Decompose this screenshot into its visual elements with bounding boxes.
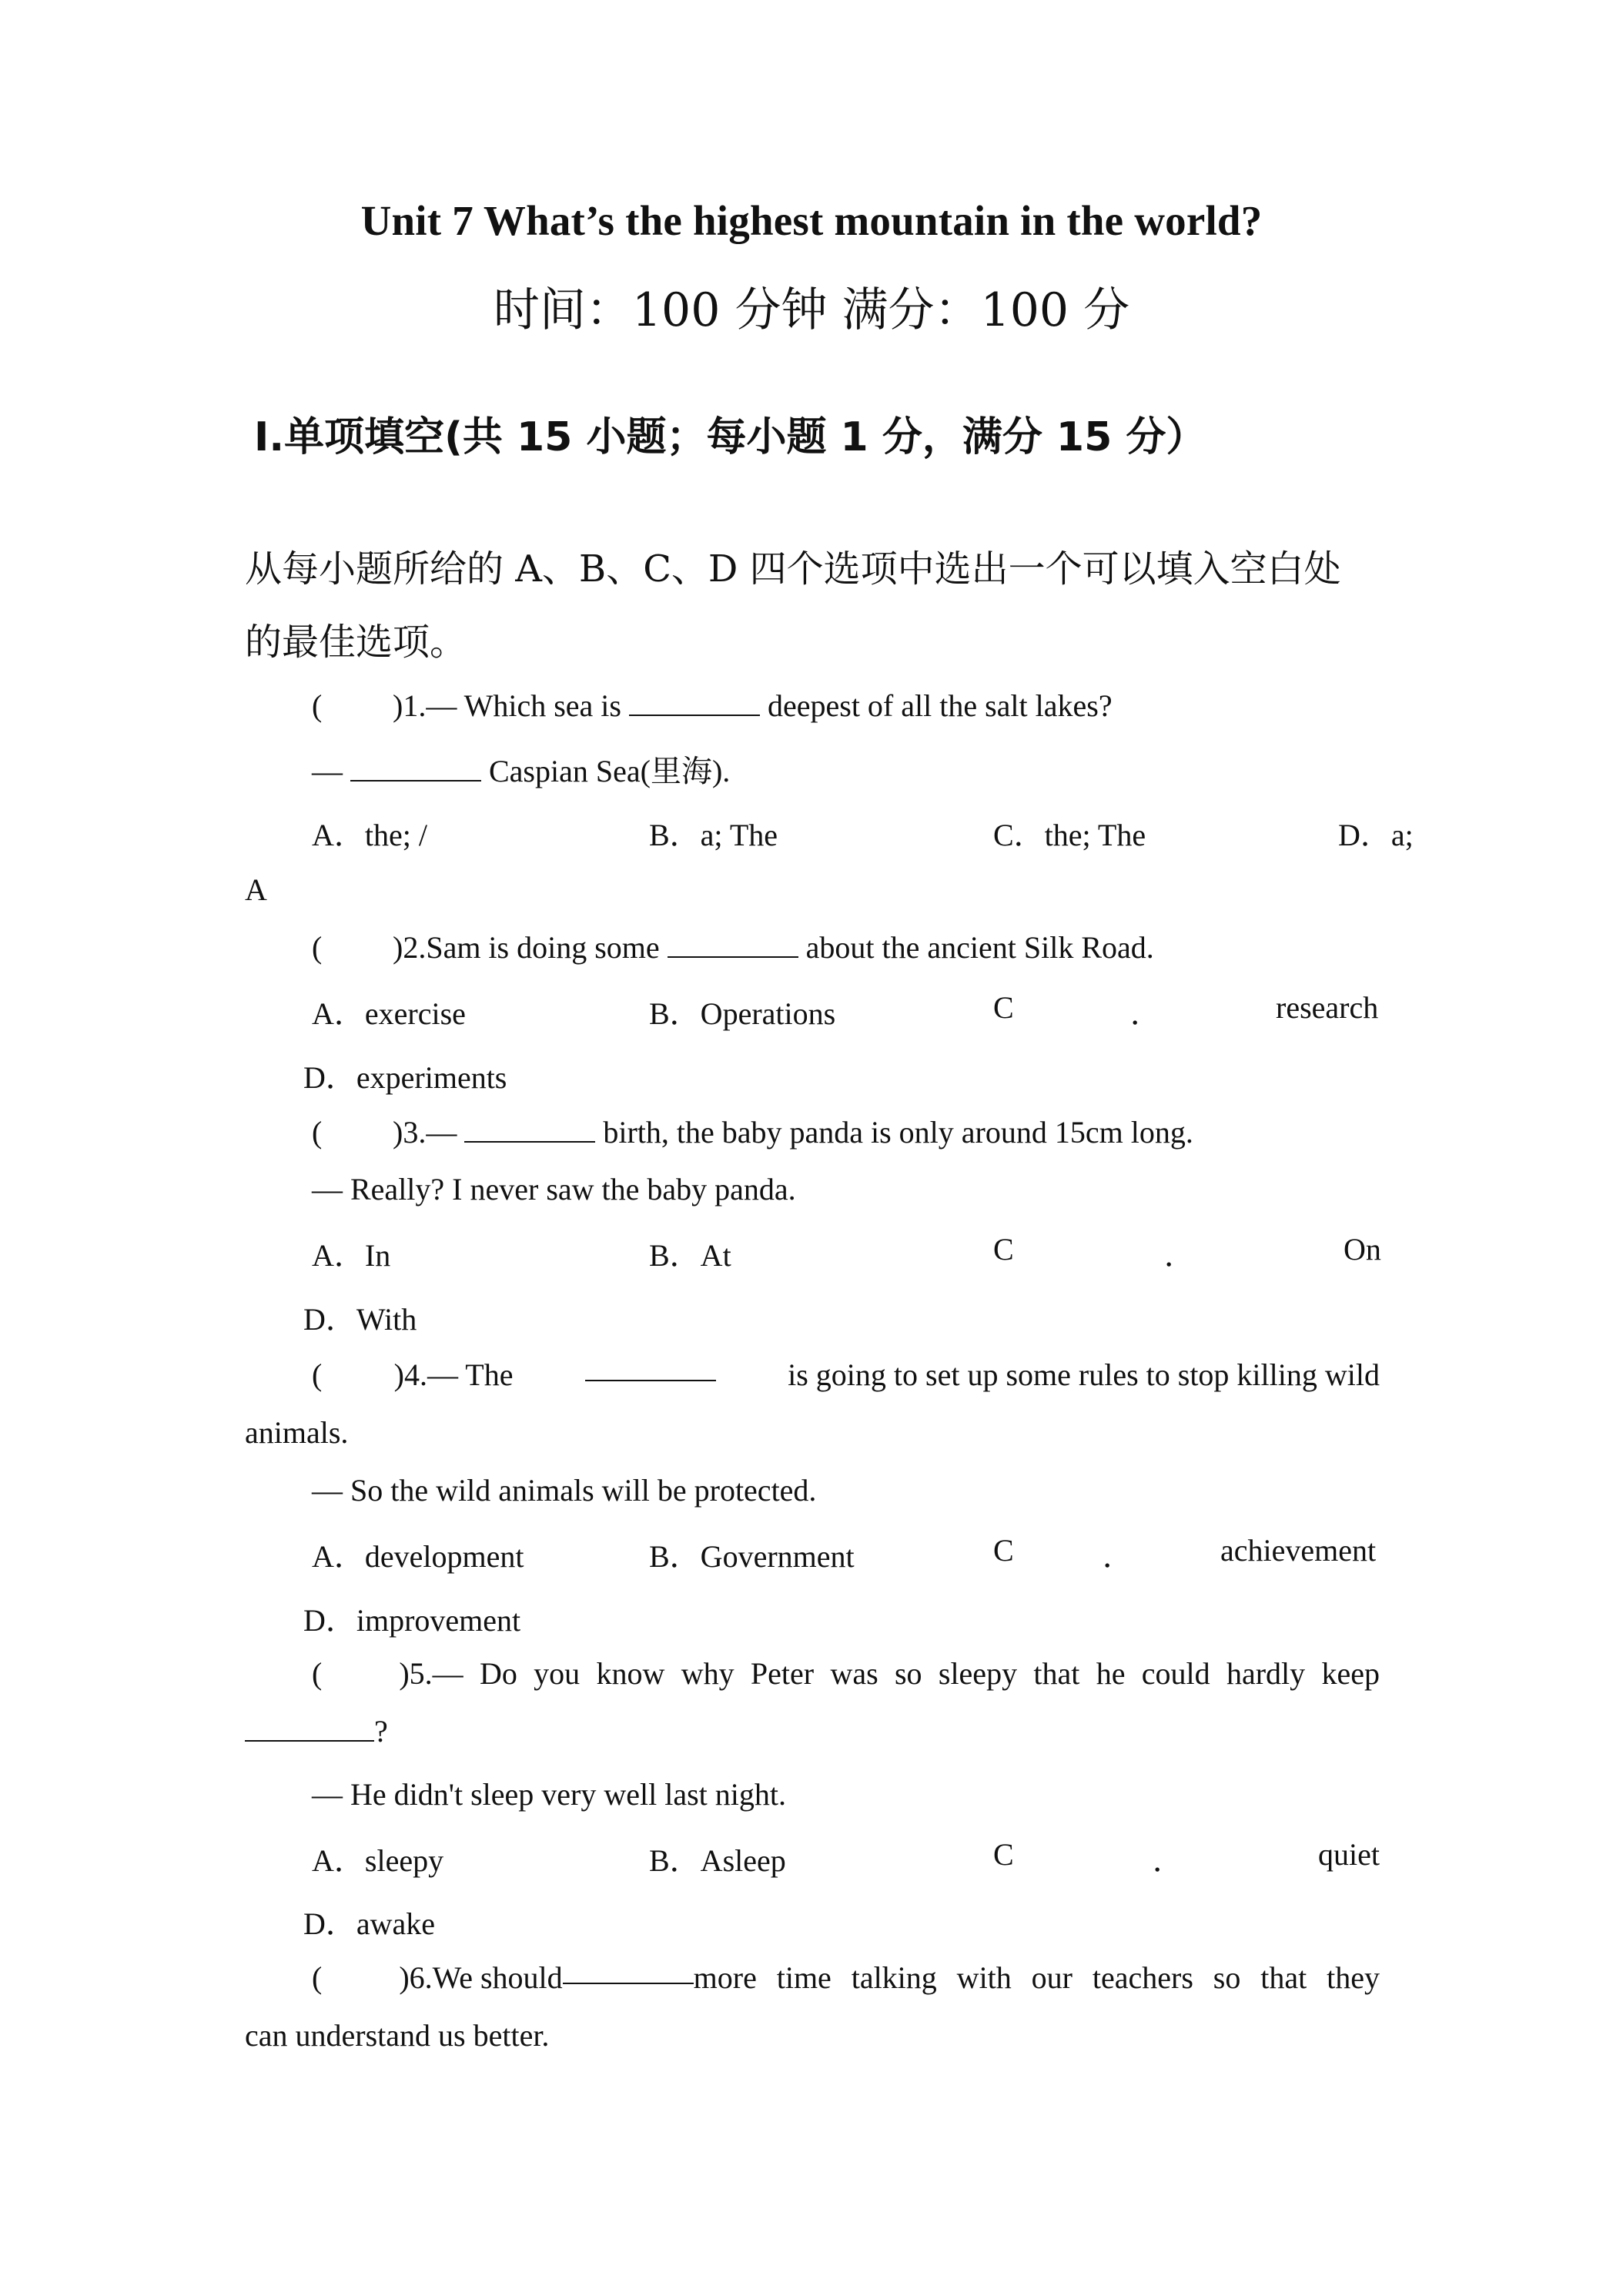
- q5-option-d: D．awake: [303, 1906, 436, 1941]
- q3-option-c-dot: ．: [1164, 1238, 1195, 1273]
- q4-option-c-text: achievement: [1220, 1533, 1377, 1568]
- q4-option-b: B．Government: [649, 1539, 855, 1574]
- q4-option-c-dot: ．: [1103, 1539, 1133, 1574]
- q3-option-d: D．With: [303, 1302, 417, 1337]
- q1-option-d: D．a;: [1338, 818, 1414, 852]
- question-4-wrap: animals.: [245, 1415, 349, 1450]
- question-4-reply: — So the wild animals will be protected.: [312, 1473, 817, 1508]
- q1-option-c: C．the; The: [993, 818, 1146, 852]
- q3-option-a: A．In: [312, 1238, 391, 1273]
- question-3: ( )3.— birth, the baby panda is only around 15cm long.: [312, 1115, 1193, 1150]
- question-6-wrap: can understand us better.: [245, 2018, 550, 2053]
- blank: [629, 691, 760, 716]
- q2-option-a: A．exercise: [312, 996, 466, 1031]
- instruction-line-2: 的最佳选项。: [245, 621, 467, 664]
- blank: [563, 1960, 694, 1984]
- q1-option-d-wrap: A: [245, 872, 267, 907]
- question-6: ( )6.We should more time talking with our teachers so that they: [312, 1960, 1380, 1995]
- q4-option-c: C: [993, 1533, 1014, 1568]
- q5-option-c: C: [993, 1837, 1014, 1872]
- section-heading: Ⅰ.单项填空(共 15 小题；每小题 1 分，满分 15 分）: [254, 414, 1206, 460]
- answer-paren: (: [312, 1960, 323, 1995]
- blank: [245, 1717, 374, 1742]
- question-1: ( )1.— Which sea is deepest of all the salt lakes?: [312, 688, 1113, 723]
- question-5-wrap: ?: [245, 1713, 388, 1749]
- question-3-reply: — Really? I never saw the baby panda.: [312, 1172, 796, 1207]
- blank: [464, 1118, 595, 1143]
- q1-option-b: B．a; The: [649, 818, 778, 852]
- q2-option-b: B．Operations: [649, 996, 836, 1031]
- instruction-line-1: 从每小题所给的 A、B、C、D 四个选项中选出一个可以填入空白处: [245, 547, 1341, 591]
- q2-option-d: D．experiments: [303, 1060, 507, 1095]
- question-5-reply: — He didn't sleep very well last night.: [312, 1777, 786, 1812]
- q2-option-c-text: research: [1276, 990, 1379, 1025]
- q3-option-b: B．At: [649, 1238, 731, 1273]
- question-4: ( )4.— The is going to set up some rules to stop killing wild: [312, 1357, 1380, 1392]
- q5-option-a: A．sleepy: [312, 1843, 444, 1878]
- exam-time-score: 时间：100 分钟 满分：100 分: [493, 283, 1130, 337]
- answer-paren: (: [312, 1357, 323, 1392]
- q4-option-d: D．improvement: [303, 1603, 521, 1638]
- answer-paren: (: [312, 1656, 323, 1691]
- q2-option-c-dot: ．: [1130, 996, 1161, 1031]
- q3-option-c: C: [993, 1232, 1014, 1267]
- q5-option-c-dot: ．: [1153, 1843, 1183, 1878]
- answer-paren: (: [312, 1115, 323, 1150]
- answer-paren: (: [312, 688, 323, 723]
- page-title: Unit 7 What’s the highest mountain in the world?: [360, 197, 1263, 244]
- q5-option-c-text: quiet: [1318, 1837, 1380, 1872]
- question-5: ( )5.— Do you know why Peter was so sleepy that he could hardly keep: [312, 1656, 1380, 1691]
- blank: [668, 933, 798, 958]
- blank: [585, 1357, 716, 1381]
- q5-option-b: B．Asleep: [649, 1843, 786, 1878]
- q1-option-a: A．the; /: [312, 818, 427, 852]
- q3-option-c-text: On: [1344, 1232, 1381, 1267]
- q2-option-c: C: [993, 990, 1014, 1025]
- q4-option-a: A．development: [312, 1539, 524, 1574]
- blank: [350, 757, 481, 782]
- question-2: ( )2.Sam is doing some about the ancient Silk Road.: [312, 930, 1154, 965]
- answer-paren: (: [312, 930, 323, 965]
- question-1-reply: — Caspian Sea(里海).: [312, 754, 731, 788]
